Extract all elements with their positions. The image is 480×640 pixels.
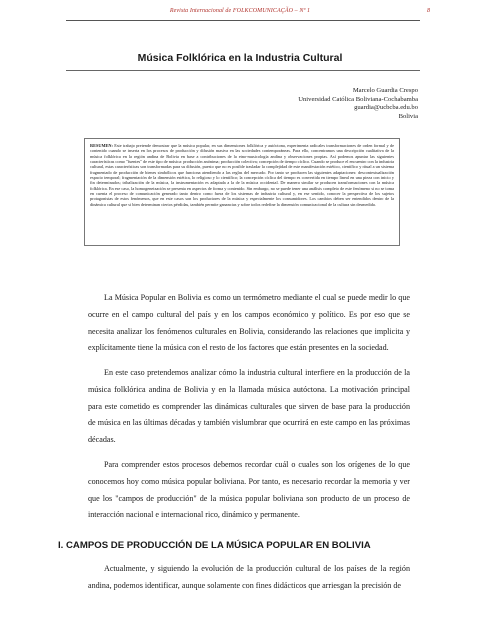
author-email: guardia@ucbcba.edu.bo <box>354 104 418 112</box>
title-divider <box>66 70 420 71</box>
article-title: Música Folklórica en la Industria Cultural <box>137 52 343 64</box>
author-country: Bolivia <box>398 112 418 120</box>
body-paragraph <box>88 365 410 449</box>
author-name: Marcelo Guardia Crespo <box>352 87 418 94</box>
page-number: 8 <box>427 8 430 14</box>
abstract-text: Este trabajo pretende demostrar que la música popular, en sus dimensiones folklórica y autóctona, experimenta radicales transformaciones de orden formal y de contenido cuando se inserta en los procesos de producción y difusión masiva en las sociedades contemporáneas. Para ello, concentramos una descripción cualitativa de la música folklórica en la región andina de Bolivia en base a contribuciones de la etno-musicología andina y observaciones propias. Así podemos apuntar las siguientes características como "fuentes" de este tipo de música: producción anónima; producción colectiva; concepción de tiempo cíclico. Cuando se produce el encuentro con la industria cultural, estas características son transformadas para su difusión, puesto que no es posible trasladar la complejidad de este manifestación estético, científico y ritual a un sistema fragmentado de producción de bienes simbólicos que funciona atendiendo a las reglas del mercado. Por tanto se producen las siguientes adaptaciones: descontextualización espacio temporal; fragmentación de la dimensión estética, lo religioso y lo científico; la concepción cíclica del tiempo es convertida en tiempo lineal en una pieza con inicio y fin determinados; tribalización de la música, la instrumentación es adaptada a la de la música occidental. De manera similar se producen transformaciones con la música folklórica. En ese caso, la homogeneización se presenta en aspectos de forma y contenido. Sin embargo, no se puede tener una análisis completo de este fenómeno si no se toma en cuenta el proceso de comunicación generado tanto dentro como fuera de los sistemas de industria cultural y, en ese sentido, conocer la perspectiva de los sujetos protagonistas de estos fenómenos, que en este casos son los productores de la música y especialmente los consumidores. Los cambios deben ser entendidos dentro de la dinámica cultural que si bien determinan ciertos pérdidas, también permite ganancias y sobre todos redefine la dimensión comunicacional de la cultura sin desmedida. <box>90 143 394 207</box>
paragraph-text: Actualmente, y siguiendo la evolución de la producción cultural de los países de la región andina, podemos identificar, aunque solamente con fines didácticos que arriesgan la precisión de <box>88 564 410 590</box>
author-block <box>298 87 418 121</box>
header-divider <box>66 20 420 21</box>
body-paragraph <box>88 290 410 357</box>
abstract-label: RESUMEN: <box>90 143 113 148</box>
abstract-box <box>84 138 400 246</box>
running-header: Revista Internacional de FOLKCOMUNICAÇÃO – Nº 1 <box>169 8 311 14</box>
paragraph-text: La Música Popular en Bolivia es como un termómetro mediante el cual se puede medir lo que ocurre en el campo cultural del país y en los campos económico y político. Es por eso que se necesita analizar los fenómenos culturales en Bolivia, considerando las relaciones que implicita y explícitamente tiene la música con el resto de los factores que están presentes en la sociedad. <box>88 293 410 353</box>
paragraph-text: En este caso pretendemos analizar cómo la industria cultural interfiere en la producción de la música folklórica andina de Bolivia y en la llamada música autóctona. La motivación principal para este cometido es comprender las dinámicas culturales que sirven de base para la producción de música en las últimas décadas y también vislumbrar que ocurrirá en este campo en las próximas décadas. <box>88 368 410 445</box>
author-affiliation: Universidad Católica Boliviana-Cochabamba <box>298 95 418 103</box>
paragraph-text: Para comprender estos procesos debemos recordar cuál o cuales son los orígenes de lo que conocemos hoy como música popular boliviana. Por tanto, es necesario recordar la memoria y ver que los "campos de producción" de la música popular boliviana son producto de un proceso de interacción nacional e internacional rico, dinámico y permanente. <box>88 460 410 520</box>
section-heading: I. CAMPOS DE PRODUCCIÓN DE LA MÚSICA POPULAR EN BOLIVIA <box>58 540 371 551</box>
body-paragraph <box>88 457 410 524</box>
body-paragraph <box>88 561 410 595</box>
